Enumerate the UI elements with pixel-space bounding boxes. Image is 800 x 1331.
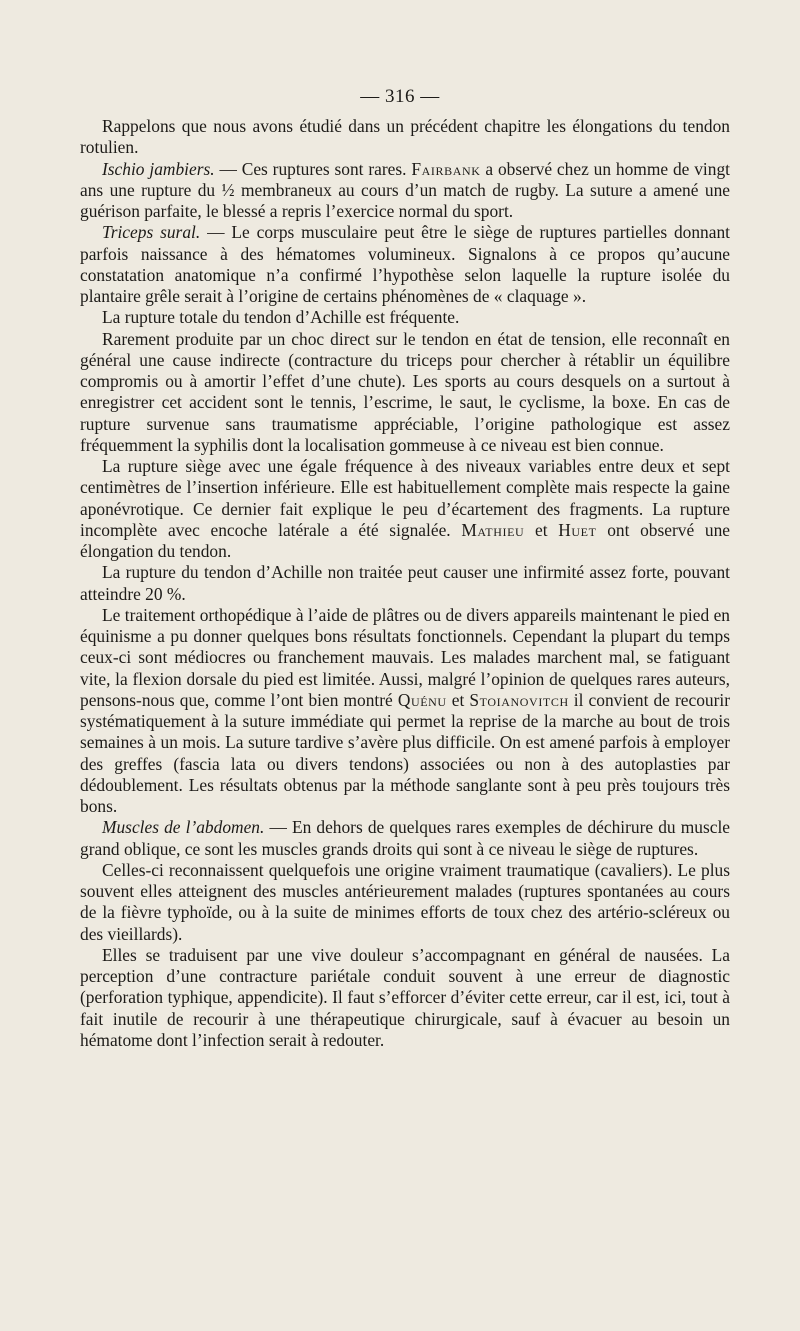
- paragraph-text: — Le corps musculaire peut être le siège de ruptures partielles donnant parfois naissance à des hématomes volumineux. Signalons à ce propos qu’aucune constatation anatomique n’a confirmé l’hypothèse selon laquelle la rupture isolée du plantaire grêle serait à l’origine de certains phénomènes de « claquage ».: [80, 222, 730, 306]
- paragraph-text: — En dehors de quelques rares exemples de déchirure du muscle grand oblique, ce sont les muscles grands droits qui sont à ce niveau le siège de ruptures.: [80, 817, 730, 859]
- paragraph-text: La rupture totale du tendon d’Achille est fréquente.: [102, 307, 460, 328]
- paragraph: [80, 159, 730, 223]
- body-text: [80, 116, 730, 1051]
- paragraph: [80, 562, 730, 605]
- paragraph: [80, 116, 730, 159]
- author-name: Fairbank: [411, 158, 481, 179]
- paragraph-text: et: [524, 519, 559, 540]
- paragraph-text: Celles-ci reconnaissent quelquefois une origine vraiment traumatique (cavaliers). Le plus souvent elles atteignent des muscles antérieurement malades (ruptures spontanées au cours de la fièvre typhoïde, ou à la suite de minimes efforts de toux chez des artério-scléreux ou des vieillards).: [80, 859, 730, 944]
- paragraph: [80, 456, 730, 562]
- author-name: Stoianovitch: [469, 689, 569, 710]
- section-lead: Triceps sural.: [102, 222, 201, 243]
- page-number: — 316 —: [360, 86, 440, 107]
- paragraph-text: Elles se traduisent par une vive douleur s’accompagnant en général de nausées. La perception d’une contracture pariétale conduit souvent à une erreur de diagnostic (perforation typhique, appendicite). Il faut s’efforcer d’éviter cette erreur, car il est, ici, tout à fait inutile de recourir à une thérapeutique chirurgicale, sauf à évacuer au besoin un hématome dont l’infection serait à redouter.: [80, 944, 730, 1050]
- paragraph: [80, 945, 730, 1051]
- paragraph: [80, 329, 730, 457]
- paragraph-text: Rappelons que nous avons étudié dans un précédent chapitre les élongations du tendon rotulien.: [80, 116, 730, 158]
- paragraph-text: — Ces ruptures sont rares.: [214, 158, 412, 179]
- author-name: Mathieu: [461, 519, 525, 540]
- paragraph-text: La rupture siège avec une égale fréquence à des niveaux variables entre deux et sept centimètres de l’insertion inférieure. Elle est habituellement complète mais respecte la gaine aponévrotique. Ce dernier fait explique le peu d’écartement des fragments. La rupture incomplète avec encoche latérale a été signalée.: [80, 456, 730, 540]
- section-lead: Ischio jambiers.: [102, 158, 215, 179]
- paragraph-text: il convient de recourir systématiquement à la suture immédiate qui permet la reprise de la marche au bout de trois semaines à un mois. La suture tardive s’avère plus difficile. On est amené parfois à employer des greffes (fascia lata ou divers tendons) associées ou non à des autoplasties par dédoublement. Les résultats obtenus par la méthode sanglante sont à peu près toujours très bons.: [80, 689, 730, 816]
- paragraph: [80, 860, 730, 945]
- paragraph-text: La rupture du tendon d’Achille non traitée peut causer une infirmité assez forte, pouvant atteindre 20 %.: [80, 562, 730, 604]
- paragraph: [80, 817, 730, 860]
- paragraph: [80, 605, 730, 818]
- author-name: Quénu: [397, 689, 447, 710]
- paragraph-text: ont observé une élongation du tendon.: [80, 519, 730, 561]
- paragraph-text: et: [446, 689, 470, 710]
- author-name: Huet: [558, 519, 597, 540]
- paragraph-text: Le traitement orthopédique à l’aide de plâtres ou de divers appareils maintenant le pied en équinisme a pu donner quelques bons résultats fonctionnels. Cependant la plupart du temps ceux-ci sont médiocres ou franchement mauvais. Les malades marchent mal, se fatiguant vite, la flexion dorsale du pied est limitée. Aussi, malgré l’opinion de quelques rares auteurs, pensons-nous que, comme l’ont bien montré: [80, 604, 730, 710]
- paragraph-text: a observé chez un homme de vingt ans une rupture du ½ membraneux au cours d’un match de rugby. La suture a amené une guérison parfaite, le blessé a repris l’exercice normal du sport.: [80, 158, 730, 221]
- paragraph: [80, 222, 730, 307]
- paragraph-text: Rarement produite par un choc direct sur le tendon en état de tension, elle reconnaît en général une cause indirecte (contracture du triceps pour chercher à rétablir un équilibre compromis ou à amortir l’effet d’une chute). Les sports au cours desquels on a surtout à enregistrer cet accident sont le tennis, l’escrime, le saut, le cyclisme, la boxe. En cas de rupture survenue sans traumatisme appréciable, l’origine pathologique est assez fréquemment la syphilis dont la localisation gommeuse à ce niveau est bien connue.: [80, 328, 730, 455]
- section-lead: Muscles de l’abdomen.: [102, 817, 265, 838]
- paragraph: [80, 307, 730, 328]
